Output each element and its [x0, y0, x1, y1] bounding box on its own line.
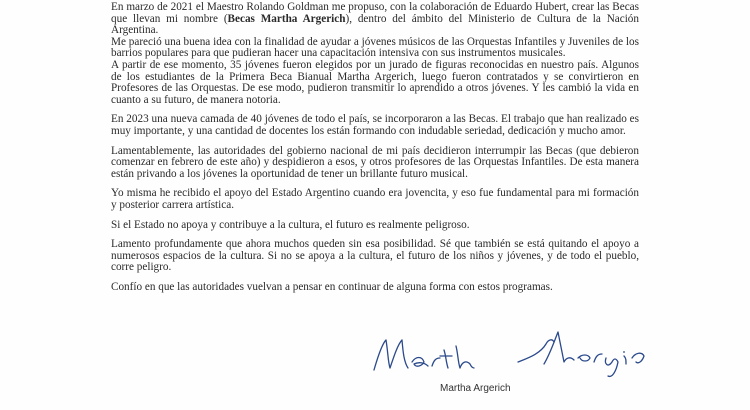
paragraph-purpose: Me pareció una buena idea con la finalidad de ayudar a jóvenes músicos de las Orquestas Infantiles y Juveniles de los barrios populares para que pudieran hacer una capacitación intensiva con sus instrumentos musicales. [111, 35, 639, 60]
paragraph-closing: Confío en que las autoridades vuelvan a pensar en continuar de alguna forma con estos programas. [111, 280, 553, 293]
paragraph-personal: Yo misma he recibido el apoyo del Estado Argentino cuando era jovencita, y eso fue fundamental para mi formación y posterior carrera artística. [111, 187, 639, 211]
paragraph-intro-text-a: En marzo de 2021 el Maestro Rolando Goldman me propuso, con la colaboración de Eduardo Hubert, crear las Becas que llevan mi nombre ( [111, 1, 639, 25]
paragraph-intro-bold-text: Becas Martha Argerich [227, 12, 346, 25]
signature-name: Martha Argerich [440, 383, 511, 394]
paragraph-state: Si el Estado no apoya y contribuye a la cultura, el futuro es realmente peligroso. [111, 218, 470, 231]
paragraph-2023: En 2023 una nueva camada de 40 jóvenes de todo el país, se incorporaron a las Becas. El trabajo que han realizado es muy importante, y una cantidad de docentes los están formando con indudable seriedad, dedicación y mucho amor. [111, 113, 639, 137]
paragraph-intro-text-b: ), dentro del ámbito del Ministerio de Cultura de la Nación Argentina. [111, 12, 639, 37]
letter-body [111, 2, 639, 301]
paragraph-selection: A partir de ese momento, 35 jóvenes fueron elegidos por un jurado de figuras reconocidas en nuestro país. Algunos de los estudiantes de la Primera Beca Bianual Martha Argerich, luego fueron contratados y se convirtieron en Profesores de las Orquestas. De ese modo, pudieron transmitir lo aprendido a otros jóvenes. Y les cambió la vida en cuanto a su futuro, de manera notoria. [111, 58, 639, 106]
paragraph-intro [111, 2, 639, 37]
paragraph-regret: Lamento profundamente que ahora muchos queden sin esa posibilidad. Sé que también se está quitando el apoyo a numerosos espacios de la cultura. Si no se apoya a la cultura, el futuro de los niños y jóvenes, y de todo el pueblo, corre peligro. [111, 238, 639, 274]
handwritten-signature [368, 322, 668, 382]
paragraph-interruption: Lamentablemente, las autoridades del gobierno nacional de mi país decidieron interrumpir las Becas (que debieron comenzar en febrero de este año) y despidieron a esos, y otros profesores de las Orquestas Infantiles. De esta manera están privando a los jóvenes la oportunidad de tener un brillante futuro musical. [111, 144, 639, 180]
